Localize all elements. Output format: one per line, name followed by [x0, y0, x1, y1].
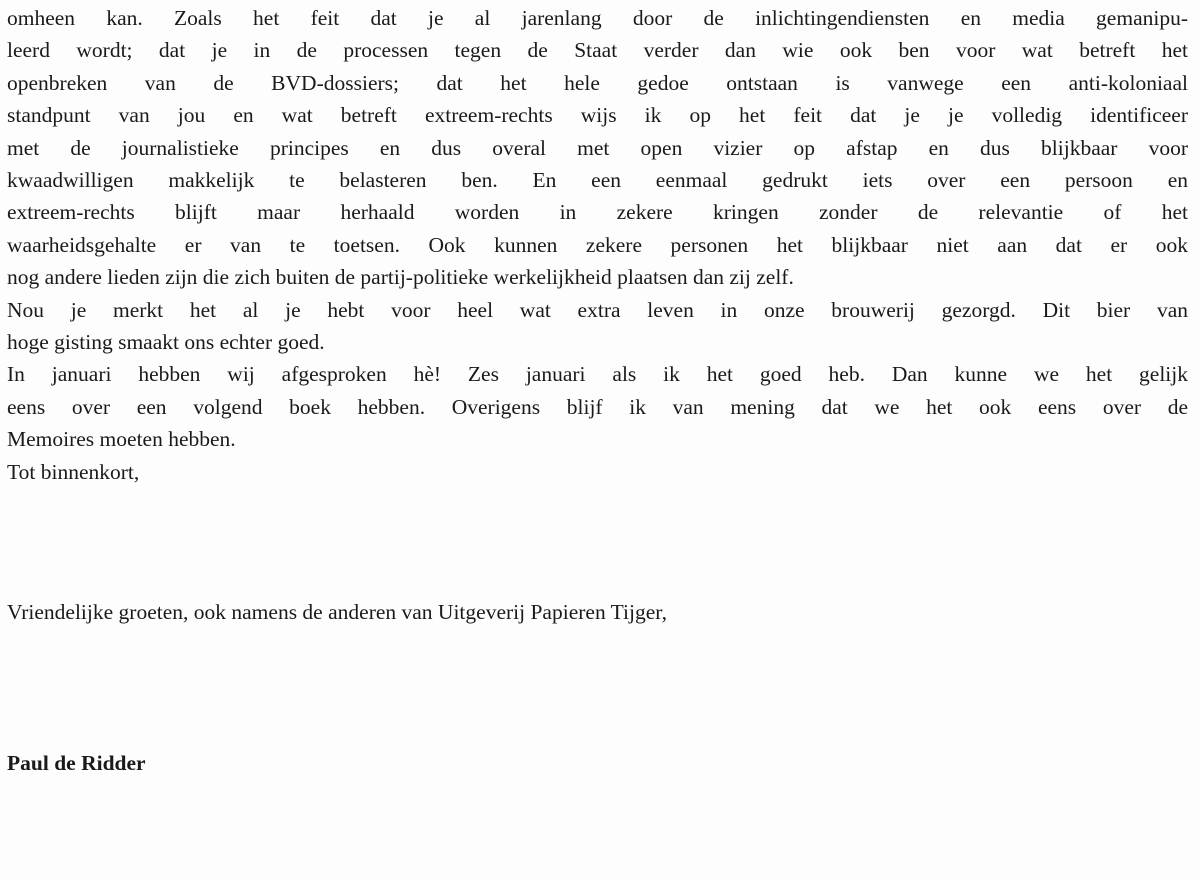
- text-line: kwaadwilligen makkelijk te belasteren ben. En een eenmaal gedrukt iets over een persoon en: [7, 168, 1188, 193]
- text-line: In januari hebben wij afgesproken hè! Zes januari als ik het goed heb. Dan kunne we het gelijk: [7, 362, 1188, 387]
- text-line: leerd wordt; dat je in de processen tegen de Staat verder dan wie ook ben voor wat betreft het: [7, 38, 1188, 63]
- text-line: waarheidsgehalte er van te toetsen. Ook kunnen zekere personen het blijkbaar niet aan dat er ook: [7, 232, 1188, 257]
- text-line: openbreken van de BVD-dossiers; dat het hele gedoe ontstaan is vanwege een anti-koloniaal: [7, 70, 1188, 95]
- paragraph-context: [7, 2, 1188, 294]
- text-line: eens over een volgend boek hebben. Overigens blijf ik van mening dat we het ook eens over de: [7, 394, 1188, 419]
- text-line: Memoires moeten hebben.: [7, 427, 236, 452]
- text-line: met de journalistieke principes en dus overal met open vizier op afstap en dus blijkbaar voor: [7, 135, 1188, 160]
- text-line: Nou je merkt het al je hebt voor heel wat extra leven in onze brouwerij gezorgd. Dit bier van: [7, 297, 1188, 322]
- greeting-line: Vriendelijke groeten, ook namens de anderen van Uitgeverij Papieren Tijger,: [7, 600, 667, 625]
- paragraph-appointment: [7, 358, 1188, 455]
- text-line: hoge gisting smaakt ons echter goed.: [7, 330, 325, 355]
- blank-space: [7, 488, 1188, 596]
- text-line: extreem-rechts blijft maar herhaald worden in zekere kringen zonder de relevantie of het: [7, 200, 1188, 225]
- signature-name: Paul de Ridder: [7, 750, 146, 775]
- text-line: omheen kan. Zoals het feit dat je al jarenlang door de inlichtingendiensten en media gemanipu-: [7, 6, 1188, 30]
- closing-line: Tot binnenkort,: [7, 459, 140, 484]
- text-line: standpunt van jou en wat betreft extreem-rechts wijs ik op het feit dat je je volledig identificeer: [7, 103, 1188, 128]
- paragraph-brewery: [7, 294, 1188, 359]
- signature-space: [7, 629, 1188, 747]
- text-line: nog andere lieden zijn die zich buiten de partij-politieke werkelijkheid plaatsen dan zij zelf.: [7, 265, 794, 290]
